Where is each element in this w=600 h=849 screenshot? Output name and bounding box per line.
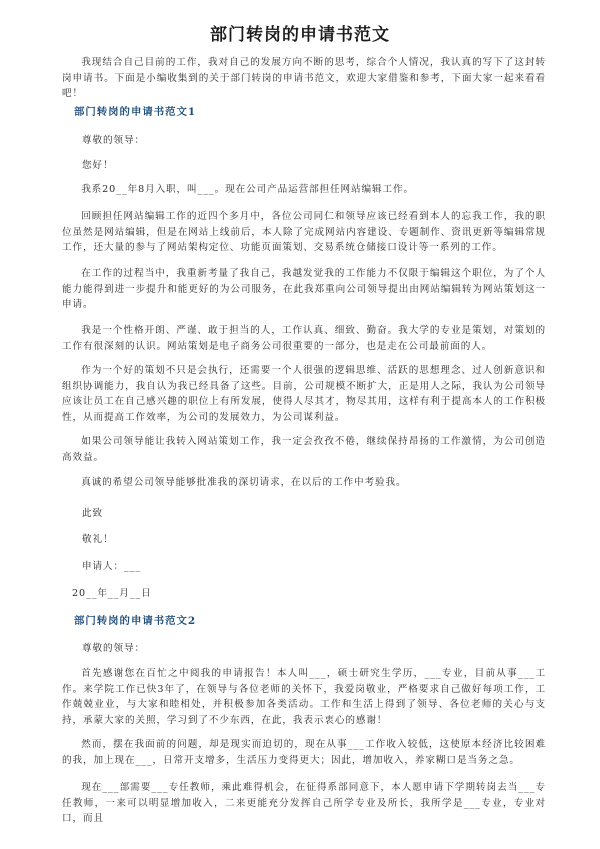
sample2-paragraph-3: 现在___部需要___专任教师，乘此难得机会，在征得系部同意下，本人愿申请下学期转岗去当___专任教师，一来可以明显增加收入，二来更能充分发挥自己所学专业及所长，我所学是___专业，专业对口，而且 (62, 782, 546, 824)
closing-jingli: 敬礼！ (82, 534, 114, 545)
sample1-paragraph-3: 在工作的过程当中，我重新考量了我自己，我越发觉我的工作能力不仅限于编辑这个职位，为了个人能力能得到进一步提升和能更好的为公司服务，在此我郑重向公司领导提出由网站编辑转为网站策划这一申请。 (62, 268, 546, 310)
closing-cizhi: 此致 (82, 508, 103, 519)
document-title: 部门转岗的申请书范文 (210, 25, 390, 45)
sample2-paragraph-2: 然而，摆在我面前的问题，却是现实而迫切的，现在从事___工作收入较低，这使原本经济比较困难的我，加上现在___，日常开支增多，生活压力变得更大；因此，增加收入，养家糊口是当务之急。 (62, 739, 546, 766)
sample1-heading: 部门转岗的申请书范文1 (74, 106, 197, 118)
sample2-paragraph-1: 首先感谢您在百忙之中阅我的申请报告！本人叫___，硕士研究生学历，___专业，目前从事___工作。来学院工作已快3年了，在领导与各位老师的关怀下，我爱岗敬业，严格要求自己做好每项工作，工作兢兢业业，与大家和睦相处，并积极参加各类活动。工作和生活上得到了领导、各位老师的关心与支持，承蒙大家的关照，学习到了不少东西，在此，我表示衷心的感谢！ (62, 668, 546, 726)
sample2-salutation: 尊敬的领导： (82, 643, 145, 654)
sample1-paragraph-2: 回顾担任网站编辑工作的近四个多月中，各位公司同仁和领导应该已经看到本人的忘我工作，我的职位虽然是网站编辑，但是在网站上线前后，本人除了完成网站内容建设、专题制作、资讯更新等编辑常规工作，还大量的参与了网站架构定位、功能页面策划、交易系统仓储接口设计等一系列的工作。 (62, 211, 546, 253)
sample1-greeting: 您好！ (82, 160, 114, 171)
intro-paragraph: 我现结合自己目前的工作，我对自己的发展方向不断的思考，综合个人情况，我认真的写下了这封转岗申请书。下面是小编收集到的关于部门转岗的申请书范文，欢迎大家借鉴和参考，下面大家一起来看看吧！ (62, 57, 546, 99)
sample1-paragraph-4: 我是一个性格开朗、严谨、敢于担当的人，工作认真、细致、勤奋。我大学的专业是策划，对策划的工作有很深刻的认识。网站策划是电子商务公司很重要的一部分，也是走在公司最前面的人。 (62, 325, 546, 352)
sample1-paragraph-1: 我系20__年8月入职，叫___。现在公司产品运营部担任网站编辑工作。 (81, 184, 415, 195)
sample1-salutation: 尊敬的领导： (82, 135, 145, 146)
sample1-paragraph-5: 作为一个好的策划不只是会执行，还需要一个人很强的逻辑思维、活跃的思想理念、过人创新意识和组织协调能力，我自认为我已经具备了这些。目前，公司规模不断扩大，正是用人之际，我认为公司领导应该让员工在自己感兴趣的职位上有所发展，使得人尽其才，物尽其用，这样有利于提高本人的工作积极性，从而提高工作效率，为公司的发展效力，为公司谋利益。 (62, 365, 546, 423)
sample2-heading: 部门转岗的申请书范文2 (74, 615, 197, 627)
date-line: 20__年__月__日 (72, 588, 152, 599)
sample1-paragraph-6: 如果公司领导能让我转入网站策划工作，我一定会孜孜不倦，继续保持昂扬的工作激情，为公司创造高效益。 (62, 436, 546, 463)
sample1-paragraph-7: 真诚的希望公司领导能够批准我的深切请求，在以后的工作中考验我。 (81, 477, 407, 488)
applicant-line: 申请人：___ (82, 561, 142, 572)
